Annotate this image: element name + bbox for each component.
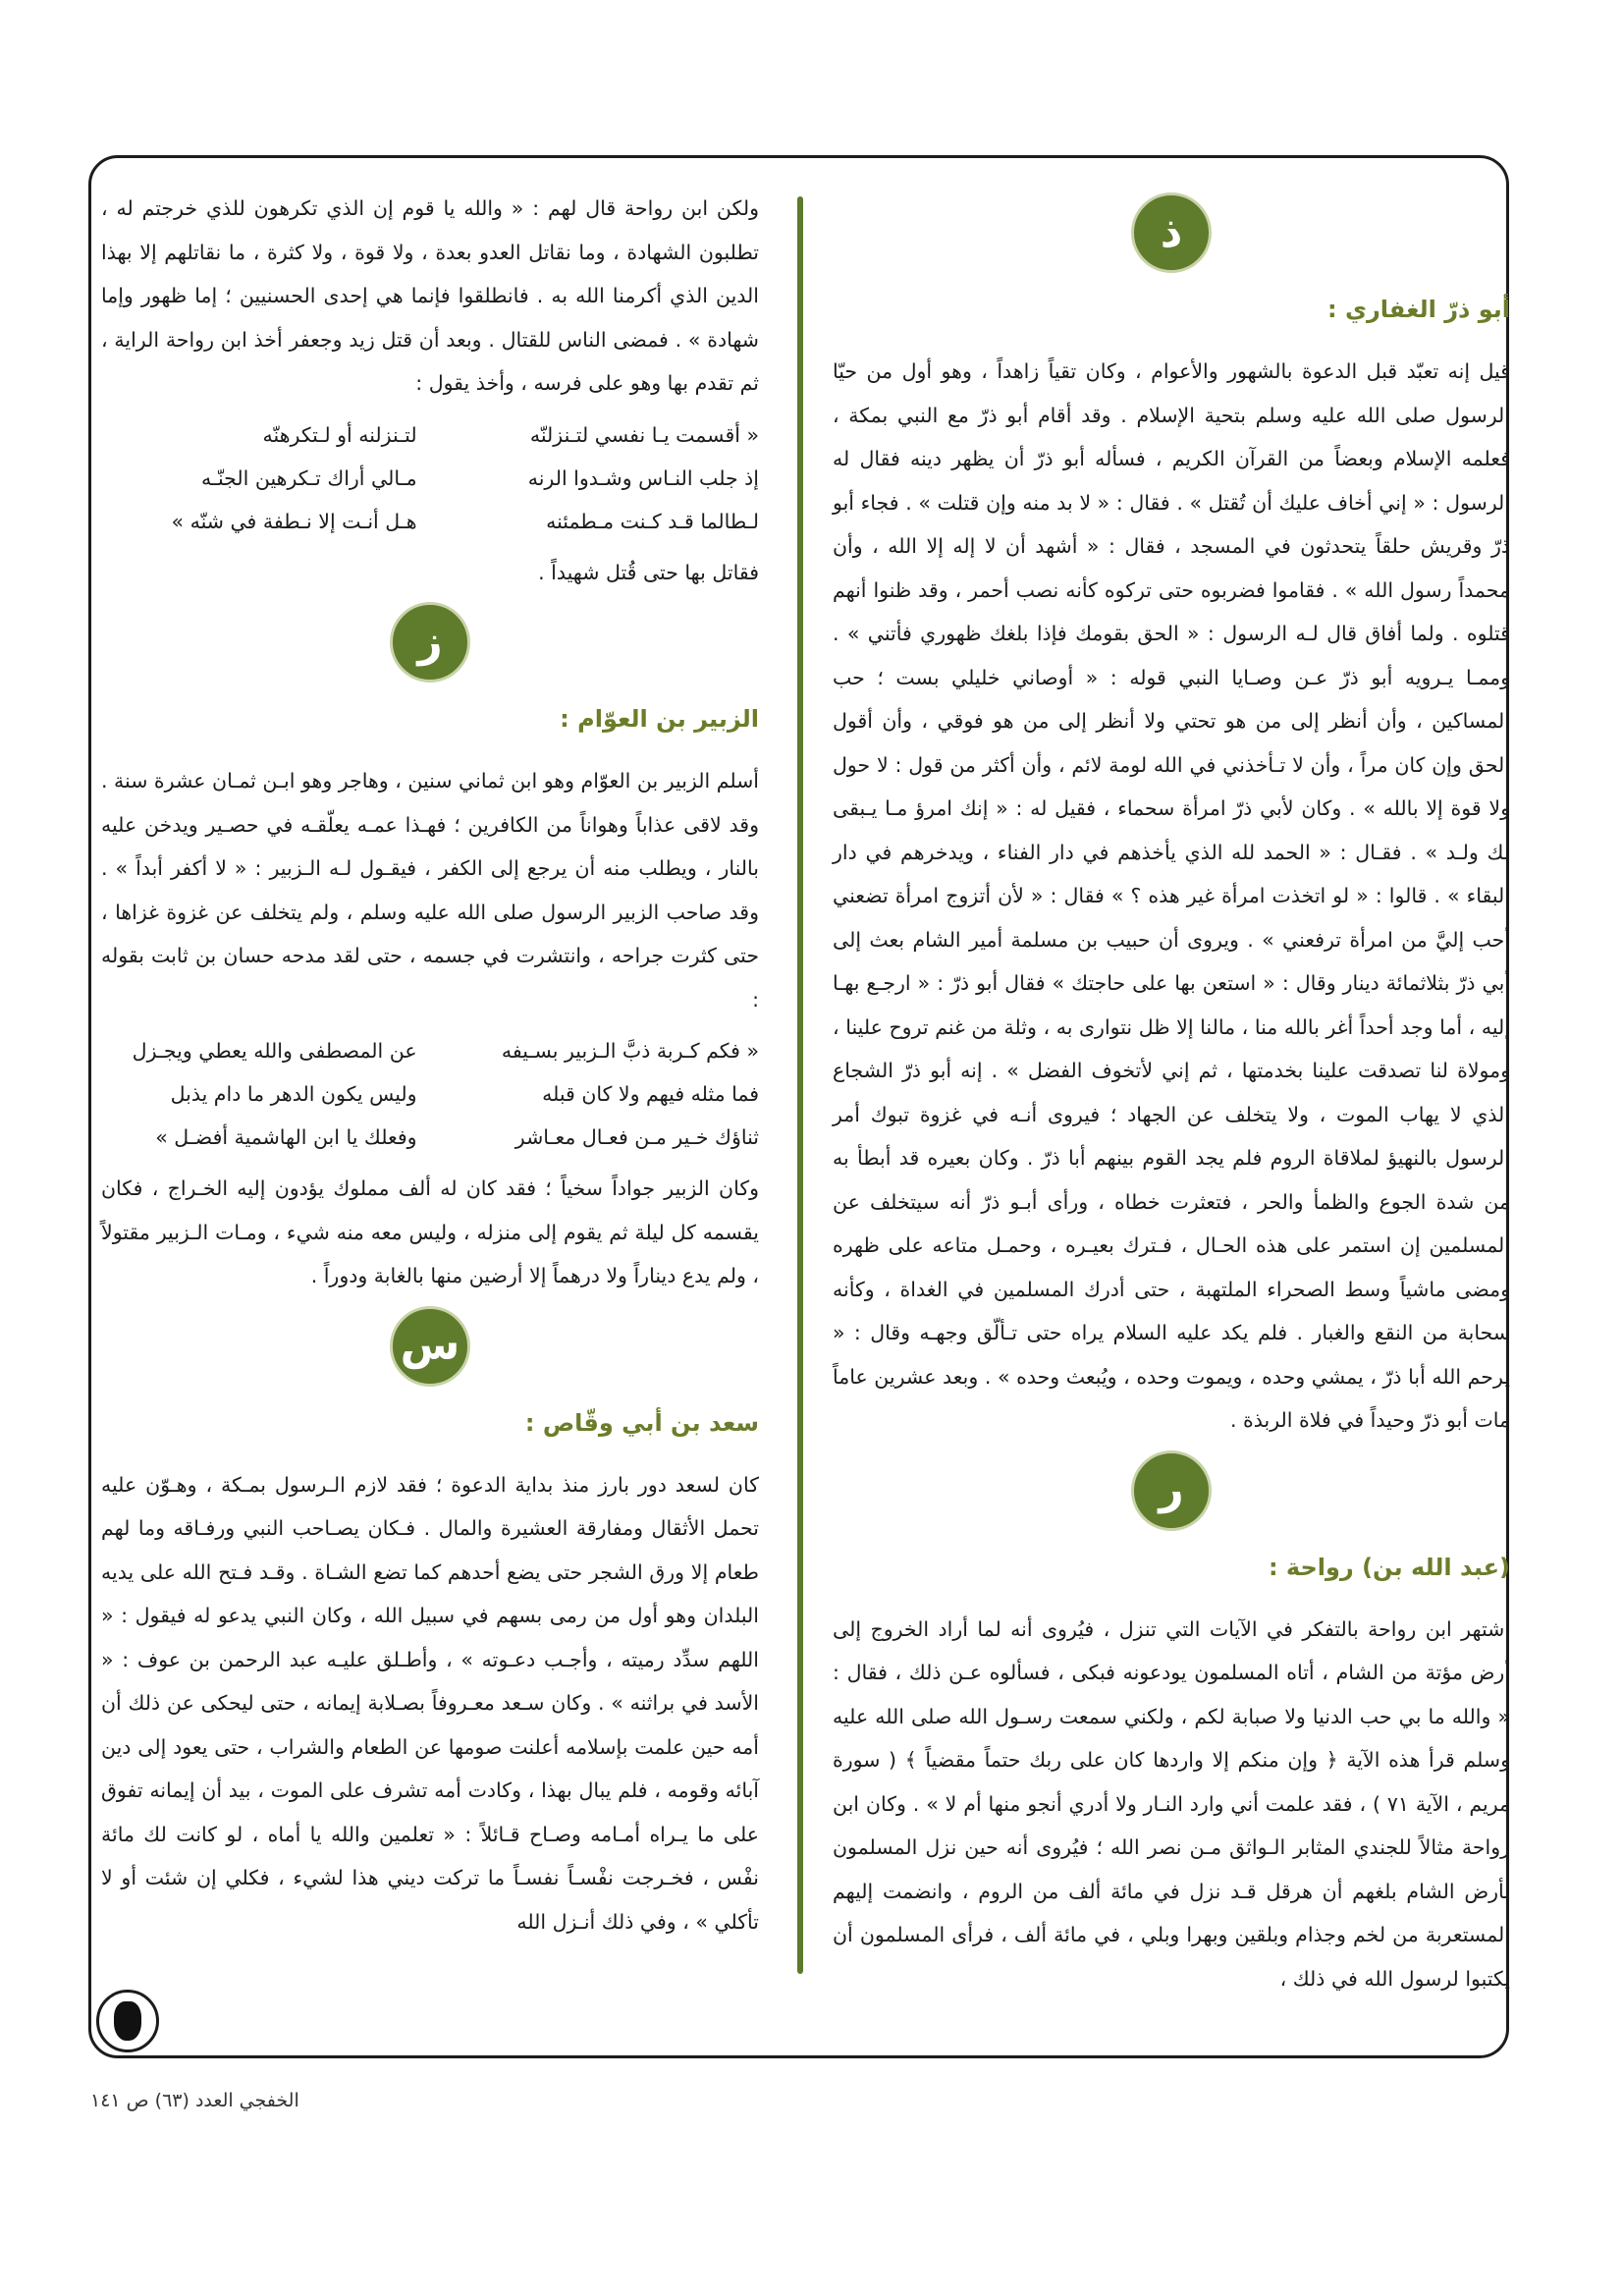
left-column: [101, 187, 759, 1951]
section-body-zubayr: أسلم الزبير بن العوّام وهو ابن ثماني سنين ، وهاجر وهو ابـن ثمـان عشرة سنة . وقد لاقى عذاباً وهواناً من الكافرين ؛ فهـذا عمـه يعلّقـه في حصـير ويدخن عليه بالنار ، ويطلب منه أن يرجع إلى الكفر ، فيقـول لـه الـزبير : « لا أكفر أبداً » . وقد صاحب الزبير الرسول صلى الله عليه وسلم ، ولم يتخلف عن غزوة غزاها ، حتى كثرت جراحه ، وانتشرت في جسمه ، حتى لقد مدحه حسان بن ثابت بقوله :: [101, 769, 759, 1011]
poem-line: [101, 1029, 759, 1072]
section-body-ibn-rawaha: اشتهر ابن رواحة بالتفكر في الآيات التي تنزل ، فيُروى أنه لما أراد الخروج إلى أرض مؤتة من الشام ، أتاه المسلمون يودعونه فبكى ، فسألوه عـن ذلك ، فقال : « والله ما بي حب الدنيا ولا صبابة لكم ، ولكني سمعت رسـول الله صلى الله عليه وسلم قرأ هذه الآية ﴿ وإن منكم إلا واردها كان على ربك حتماً مقضياً ﴾ ( سورة مريم ، الآية ٧١ ) ، فقد علمت أني وارد النـار ولا أدري أنجو منها أم لا » . وكان ابن رواحة مثالاً للجندي المثابر الـواثق مـن نصر الله ؛ فيُروى أنه حين نزل المسلمون بأرض الشام بلغهم أن هرقل قـد نزل في مائة ألف من الروم ، وانضمت إليهم المستعربة من لخم وجذام وبلقين وبهرا وبلي ، في مائة ألف ، فرأى المسلمون أن يكتبوا لرسول الله في ذلك ،: [833, 1616, 1510, 1991]
poem-line: [101, 1116, 759, 1159]
poem-after-text: فقاتل بها حتى قُتل شهيداً .: [538, 560, 759, 584]
poem-line: [101, 457, 759, 500]
letter-badge-dhal: ذ: [1131, 192, 1212, 273]
poem-hemistich: « فكم كـربة ذبَّ الـزبير بسـيفه: [501, 1039, 759, 1063]
poem-ibn-rawaha: [101, 413, 759, 543]
poem-hemistich: عن المصطفى والله يعطي ويجـزل: [132, 1039, 417, 1063]
section-heading-saad: سعد بن أبي وقّاص :: [524, 1408, 759, 1437]
poem-hemistich: وليس يكون الدهر ما دام يذبل: [170, 1082, 417, 1106]
letter-badge-sin: س: [390, 1306, 470, 1387]
section-heading-abu-dharr: أبو ذرّ الغفاري :: [1327, 296, 1510, 323]
poem-hemistich: هـل أنـت إلا نـطفة في شنّه »: [171, 509, 417, 533]
poem-line: [101, 413, 759, 457]
column-divider: [797, 196, 803, 1974]
right-column: [833, 187, 1510, 2008]
poem-hemistich: لتـنزلنه أو لـتكرهنّه: [262, 422, 417, 447]
continued-text: ولكن ابن رواحة قال لهم : « والله يا قوم إن الذي تكرهون للذي خرجتم له ، تطلبون الشهادة ، وما نقاتل العدو بعدة ، ولا قوة ، ولا كثرة ، ما نقاتلهم إلا بهذا الدين الذي أكرمنا الله به . فانطلقوا فإنما هي إحدى الحسنيين ؛ إما ظهور وإما شهادة » . فمضى الناس للقتال . وبعد أن قتل زيد وجعفر أخذ ابن رواحة الراية ، ثم تقدم بها وهو على فرسه ، وأخذ يقول :: [101, 196, 759, 395]
page-corner-icon: [96, 1990, 159, 2052]
section-after-zubayr: وكان الزبير جواداً سخياً ؛ فقد كان له ألف مملوك يؤدون إليه الخـراج ، فكان يقسمه كل ليلة ثم يقوم إلى منزله ، وليس معه منه شيء ، ومـات الـزبير مقتولاً ، ولم يدع ديناراً ولا درهماً إلا أرضين منها بالغابة ودوراً .: [101, 1176, 759, 1287]
section-body-abu-dharr: قيل إنه تعبّد قبل الدعوة بالشهور والأعوام ، وكان تقياً زاهداً ، وهو أول من حيّا الرسول صلى الله عليه وسلم بتحية الإسلام . وقد أقام أبو ذرّ مع النبي بمكة ، فعلمه الإسلام وبعضاً من القرآن الكريم ، فسأله أبو ذرّ أن يظهر دينه فقال له الرسول : « إني أخاف عليك أن تُقتل » . فقال : « لا بد منه وإن قتلت » . فجاء أبو ذرّ وقريش حلقاً يتحدثون في المسجد ، فقال : « أشهد أن لا إله إلا الله ، وأن محمداً رسول الله » . فقاموا فضربوه حتى تركوه كأنه نصب أحمر ، وقد ظنوا أنهم قتلوه . ولما أفاق قال لـه الرسول : « الحق بقومك فإذا بلغك ظهوري فأتني » . وممـا يـرويه أبو ذرّ عـن وصـايا النبي قوله : « أوصاني خليلي بست ؛ حب المساكين ، وأن أنظر إلى من هو تحتي ولا أنظر إلى من هو فوقي ، وأن أقول الحق وإن كان مراً ، وأن لا تـأخذني في الله لومة لائم ، وأن أكثر من قول : لا حول ولا قوة إلا بالله » . وكان لأبي ذرّ امرأة سحماء ، فقيل له : « إنك امرؤ مـا يـبقى لك ولـد » . فقـال : « الحمد لله الذي يأخذهم في دار الفناء ، ويدخرهم في دار البقاء » . قالوا : « لو اتخذت امرأة غير هذه ؟ » فقال : « لأن أتزوج امرأة تضعني أحب إليَّ من امرأة ترفعني » . ويروى أن حبيب بن مسلمة أمير الشام بعث إلى أبي ذرّ بثلاثمائة دينار وقال : « استعن بها على حاجتك » فقال أبو ذرّ : « ارجـع بهـا إليه ، أما وجد أحداً أغر بالله منا ، مالنا إلا ظل نتوارى به ، وثلة من غنم تروح علينا ، ومولاة لنا تصدقت علينا بخدمتها ، ثم إني لأتخوف الفضل » . إنه أبو ذرّ الشجاع الذي لا يهاب الموت ، ولا يتخلف عن الجهاد ؛ فيروى أنـه في غزوة تبوك أمر الرسول بالنهيؤ لملاقاة الروم فلم يجد القوم بينهم أبا ذرّ . وكان بعيره قد أبطأ به من شدة الجوع والظمأ والحر ، فتعثرت خطاه ، ورأى أبـو ذرّ أنه سيتخلف عن المسلمين إن استمر على هذه الحـال ، فـترك بعيـره ، وحمـل متاعه على ظهره ومضى ماشياً وسط الصحراء الملتهبة ، حتى أدرك المسلمين في الغداة ، وكأنه سحابة من النقع والغبار . فلم يكد عليه السلام يراه حتى تـألّق وجهـه وقال : « يرحم الله أبا ذرّ ، يمشي وحده ، ويموت وحده ، ويُبعث وحده » . وبعد عشرين عاماً مات أبو ذرّ وحيداً في فلاة الربذة .: [833, 359, 1510, 1432]
letter-badge-zay: ز: [390, 602, 470, 683]
poem-line: [101, 500, 759, 543]
section-body-saad: كان لسعد دور بارز منذ بداية الدعوة ؛ فقد لازم الـرسول بمـكة ، وهـوّن عليه تحمل الأثقال ومفارقة العشيرة والمال . فـكان يصـاحب النبي ورفـاقه وما لهم طعام إلا ورق الشجر حتى يضع أحدهم كما تضع الشـاة . وقـد فـتح الله على يديه البلدان وهو أول من رمى بسهم في سبيل الله ، وكان النبي يدعو له فيقول : « اللهم سدِّد رميته ، وأجـب دعـوته » ، وأطـلق عليـه عبد الرحمن بن عوف : « الأسد في براثنه » . وكان سـعد معـروفاً بصـلابة إيمانه ، حتى ليحكى عن ذلك أن أمه حين علمت بإسلامه أعلنت صومها عن الطعام والشراب ، حتى يعود إلى دين آبائه وقومه ، فلم يبال بهذا ، وكادت أمه تشرف على الموت ، بيد أن إيمانه تفوق على ما يـراه أمـامه وصـاح قـائلاً : « تعلمين والله يا أماه ، لو كانت لك مائة نفْس ، فخـرجت نفْسـاً نفسـاً ما تركت ديني هذا لشيء ، فكلي إن شئت أو لا تأكلي » ، وفي ذلك أنـزل الله: [101, 1472, 759, 1934]
poem-hemistich: ثناؤك خـير مـن فعـال معـاشر: [514, 1125, 759, 1149]
page-footer: الخفجي العدد (٦٣) ص ١٤١: [90, 2090, 299, 2111]
poem-hemistich: وفعلك يا ابن الهاشمية أفضـل »: [155, 1125, 417, 1149]
poem-hemistich: « أقسمت يـا نفسي لتـنزلنّه: [529, 422, 759, 447]
poem-line: [101, 1072, 759, 1116]
poem-hemistich: مـالي أراك تـكرهين الجنّـه: [200, 465, 417, 490]
section-heading-zubayr: الزبير بن العوّام :: [560, 705, 759, 733]
poem-hassan: [101, 1029, 759, 1159]
section-heading-ibn-rawaha: (عبد الله بن) رواحة :: [1268, 1553, 1510, 1581]
letter-badge-ra: ر: [1131, 1450, 1212, 1531]
poem-hemistich: إذ جلب النـاس وشـدوا الرنه: [527, 465, 759, 490]
poem-hemistich: فما مثله فيهم ولا كان قبله: [542, 1082, 759, 1106]
poem-hemistich: لـطالما قـد كـنت مـطمئنه: [546, 509, 759, 533]
